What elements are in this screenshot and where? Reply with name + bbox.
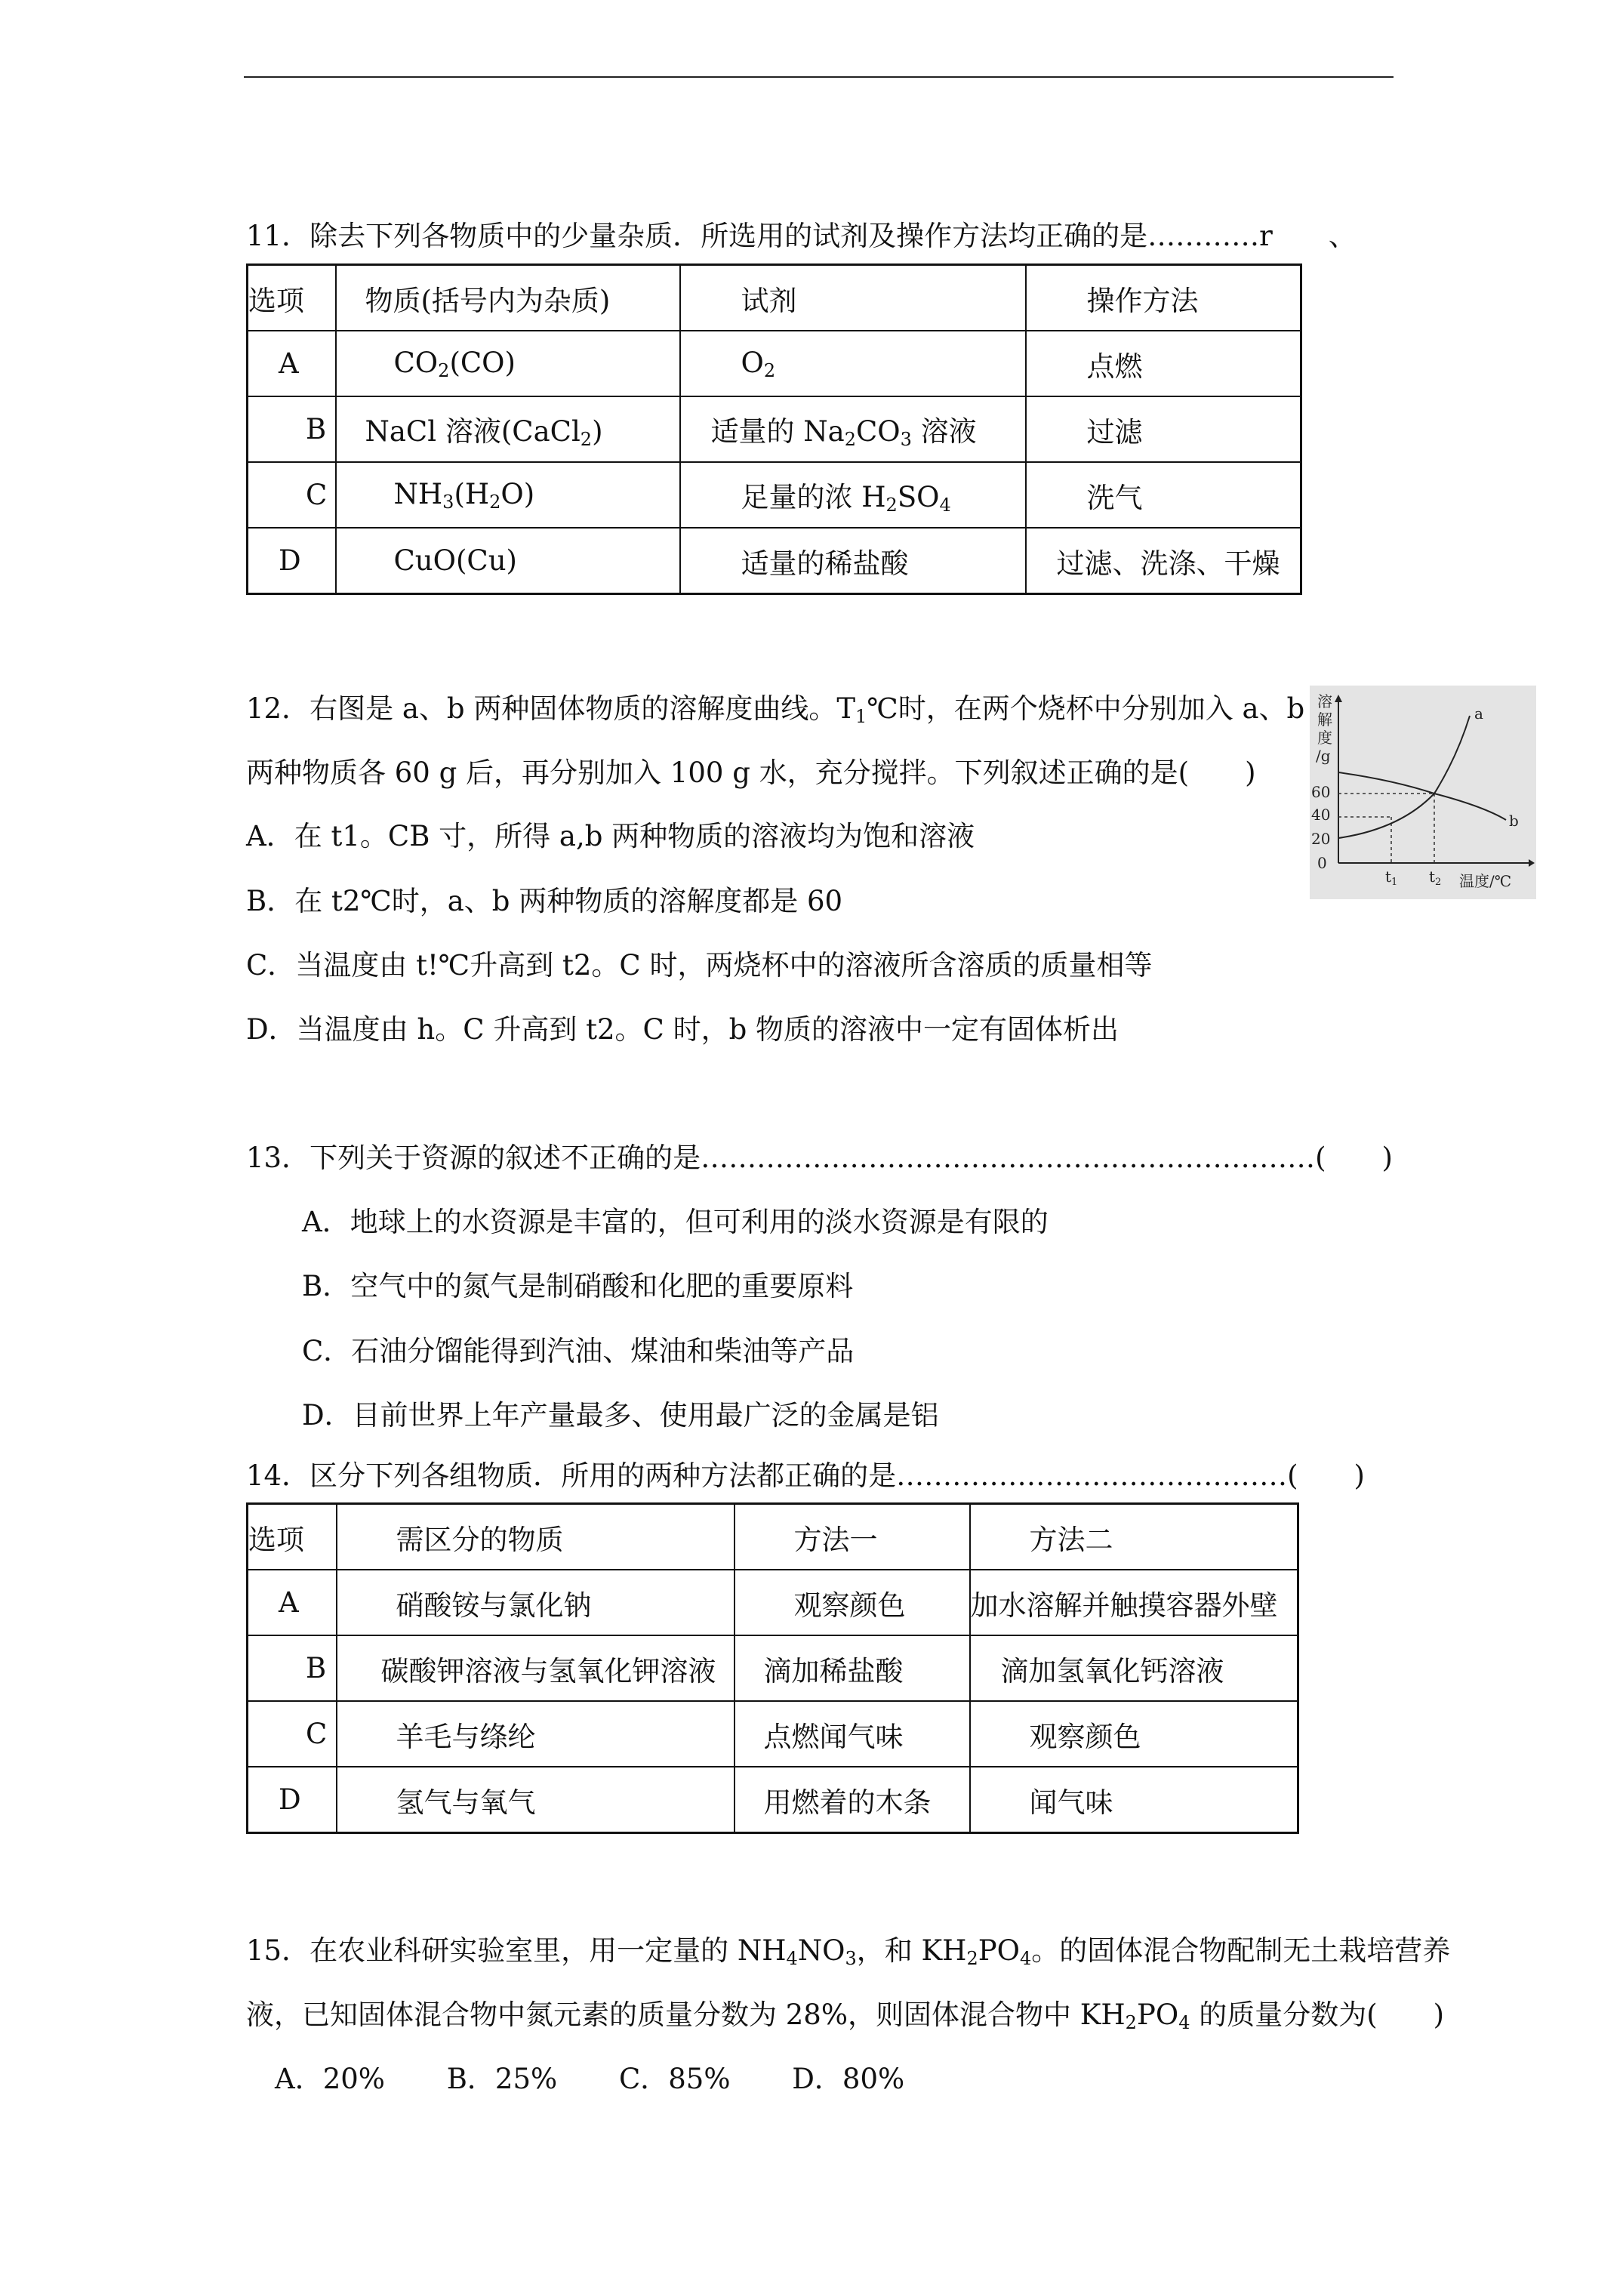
table-row <box>248 396 1301 462</box>
q12-line1: 12．右图是 a、b 两种固体物质的溶解度曲线。$T_1℃$时，在两个烧杯中分别加入 a、b <box>246 692 1305 727</box>
option-cell: D <box>248 528 336 594</box>
y-tick-60: 60 <box>1311 783 1331 801</box>
y-axis-label-2: 解 <box>1317 710 1332 729</box>
option-cell: B <box>248 1635 337 1701</box>
table-row <box>248 462 1301 528</box>
reagent-cell: $O_2$ <box>680 331 1026 396</box>
header-rule <box>244 76 1394 78</box>
option-cell: A <box>248 331 336 396</box>
substance-cell: $CO_2(CO)$ <box>336 331 680 396</box>
q13-option-c: C．石油分馏能得到汽油、煤油和柴油等产品 <box>302 1335 855 1367</box>
y-axis-label-3: 度 <box>1317 729 1332 747</box>
solubility-curve-graph <box>1310 686 1536 899</box>
header-cell: 操作方法 <box>1026 265 1301 331</box>
q12-option-a: A．在 t1。CB 寸，所得 a,b 两种物质的溶液均为饱和溶液 <box>246 820 975 852</box>
header-cell: 选项 <box>248 1504 337 1570</box>
q14-stem: 14．区分下列各组物质．所用的两种方法都正确的是……………………………………( ) <box>246 1459 1365 1492</box>
header-cell: 方法二 <box>970 1504 1298 1570</box>
q13-option-d: D．目前世界上年产量最多、使用最广泛的金属是铝 <box>302 1399 939 1432</box>
option-cell: C <box>248 1701 337 1767</box>
method1-cell: 点燃闻气味 <box>735 1701 970 1767</box>
method1-cell: 滴加稀盐酸 <box>735 1635 970 1701</box>
method-cell: 点燃 <box>1026 331 1301 396</box>
q15-line2: 液，已知固体混合物中氮元素的质量分数为 28%，则固体混合物中 $KH_2PO_4$ 的质量分数为( ) <box>246 1999 1445 2033</box>
method-cell: 洗气 <box>1026 462 1301 528</box>
q12-line2: 两种物质各 60 g 后，再分别加入 100 g 水，充分搅拌。下列叙述正确的是( ) <box>246 757 1256 789</box>
item-cell: 碳酸钾溶液与氢氧化钾溶液 <box>337 1635 735 1701</box>
q11-stem: 11．除去下列各物质中的少量杂质．所选用的试剂及操作方法均正确的是…………r 、 <box>246 220 1357 252</box>
header-cell: 试剂 <box>680 265 1026 331</box>
header-cell: 物质(括号内为杂质) <box>336 265 680 331</box>
table-header-row <box>248 1504 1298 1570</box>
method-cell: 过滤、洗涤、干燥 <box>1026 528 1301 594</box>
y-tick-40: 40 <box>1311 806 1331 824</box>
header-cell: 需区分的物质 <box>337 1504 735 1570</box>
x-tick-t1: $t_1$ <box>1385 868 1398 888</box>
item-cell: 硝酸铵与氯化钠 <box>337 1570 735 1635</box>
item-cell: 羊毛与绦纶 <box>337 1701 735 1767</box>
table-row <box>248 1570 1298 1635</box>
graph-background <box>1310 686 1536 899</box>
option-cell: B <box>248 396 336 462</box>
q15-options <box>275 2056 957 2097</box>
method1-cell: 用燃着的木条 <box>735 1767 970 1833</box>
option-cell: D <box>248 1767 337 1833</box>
table-row <box>248 1635 1298 1701</box>
curve-a-label: a <box>1474 704 1483 723</box>
q12-option-d: D．当温度由 h。C 升高到 t2。C 时，b 物质的溶液中一定有固体析出 <box>246 1013 1119 1046</box>
reagent-cell: 适量的 $Na_2CO_3$ 溶液 <box>680 396 1026 462</box>
y-axis-label-4: /g <box>1316 747 1331 765</box>
method2-cell: 观察颜色 <box>970 1701 1298 1767</box>
reagent-cell: 适量的稀盐酸 <box>680 528 1026 594</box>
x-axis-label: 温度/℃ <box>1459 872 1512 890</box>
x-tick-t2: $t_2$ <box>1429 868 1442 888</box>
q12-option-c: C．当温度由 t!℃升高到 t2。C 时，两烧杯中的溶液所含溶质的质量相等 <box>246 949 1153 982</box>
q14-table <box>246 1502 1299 1834</box>
y-tick-0: 0 <box>1317 854 1327 872</box>
y-axis-label-1: 溶 <box>1317 692 1332 710</box>
method2-cell: 闻气味 <box>970 1767 1298 1833</box>
reagent-cell: 足量的浓 $H_2SO_4$ <box>680 462 1026 528</box>
substance-cell: NaCl 溶液(CaCl$_2$) <box>336 396 680 462</box>
method2-cell: 加水溶解并触摸容器外壁 <box>970 1570 1298 1635</box>
method2-cell: 滴加氢氧化钙溶液 <box>970 1635 1298 1701</box>
substance-cell: CuO(Cu) <box>336 528 680 594</box>
q15-option-d: D．80% <box>792 2063 905 2095</box>
y-tick-20: 20 <box>1311 830 1331 848</box>
header-cell: 方法一 <box>735 1504 970 1570</box>
method-cell: 过滤 <box>1026 396 1301 462</box>
q13-option-b: B．空气中的氮气是制硝酸和化肥的重要原料 <box>302 1270 854 1302</box>
header-cell: 选项 <box>248 265 336 331</box>
q13-stem: 13．下列关于资源的叙述不正确的是…………………………………………………………( ) <box>246 1142 1393 1174</box>
q12-option-b: B．在 t2℃时，a、b 两种物质的溶解度都是 60 <box>246 885 843 917</box>
method1-cell: 观察颜色 <box>735 1570 970 1635</box>
q11-table <box>246 264 1302 595</box>
q15-line1: 15．在农业科研实验室里，用一定量的 $NH_4NO_3$，和 $KH_2PO_4$。的固体混合物配制无土栽培营养 <box>246 1934 1451 1969</box>
q15-option-c: C．85% <box>618 2063 731 2095</box>
q15-option-b: B．25% <box>446 2063 558 2095</box>
table-row <box>248 528 1301 594</box>
q15-option-a: A．20% <box>275 2063 385 2095</box>
option-cell: A <box>248 1570 337 1635</box>
table-row <box>248 331 1301 396</box>
table-header-row <box>248 265 1301 331</box>
table-row <box>248 1767 1298 1833</box>
option-cell: C <box>248 462 336 528</box>
q13-option-a: A．地球上的水资源是丰富的，但可利用的淡水资源是有限的 <box>302 1206 1049 1238</box>
item-cell: 氢气与氧气 <box>337 1767 735 1833</box>
substance-cell: $NH_3(H_2O)$ <box>336 462 680 528</box>
curve-b-label: b <box>1509 812 1519 830</box>
table-row <box>248 1701 1298 1767</box>
